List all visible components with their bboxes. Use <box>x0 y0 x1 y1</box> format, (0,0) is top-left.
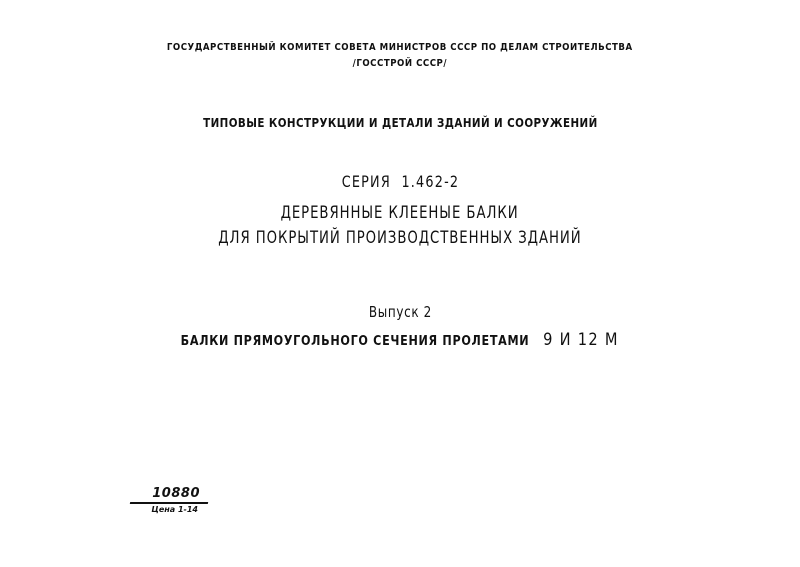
title-line-1-text: ДЕРЕВЯННЫЕ КЛЕЕНЫЕ БАЛКИ <box>281 203 519 223</box>
subtitle-spans: 9 И 12 М <box>543 330 620 350</box>
stamp-number: 10880 <box>152 486 200 501</box>
issue-heading <box>0 303 800 321</box>
subtitle-text: БАЛКИ ПРЯМОУГОЛЬНОГО СЕЧЕНИЯ ПРОЛЕТАМИ <box>180 334 530 349</box>
subtitle-wrap <box>181 330 619 350</box>
series-number: 1.462-2 <box>400 172 459 191</box>
category-text: ТИПОВЫЕ КОНСТРУКЦИИ И ДЕТАЛИ ЗДАНИЙ И СООРУЖЕНИЙ <box>202 116 598 130</box>
series-label: СЕРИЯ <box>341 172 391 191</box>
gosstroy-heading <box>0 58 800 69</box>
title-line-2-text: ДЛЯ ПОКРЫТИЙ ПРОИЗВОДСТВЕННЫХ ЗДАНИЙ <box>218 228 582 248</box>
committee-heading <box>0 42 800 53</box>
document-title-line-1 <box>0 203 800 223</box>
issue-subtitle <box>0 330 800 350</box>
issue-text: Выпуск 2 <box>368 303 432 321</box>
gosstroy-text: /ГОССТРОЙ СССР/ <box>352 58 448 69</box>
catalog-stamp <box>130 487 210 514</box>
stamp-divider <box>130 502 208 504</box>
stamp-price: Цена 1-14 <box>151 505 198 514</box>
series-wrap <box>341 172 459 191</box>
committee-text: ГОСУДАРСТВЕННЫЙ КОМИТЕТ СОВЕТА МИНИСТРОВ СССР ПО ДЕЛАМ СТРОИТЕЛЬСТВА <box>167 42 633 53</box>
category-heading <box>0 116 800 130</box>
series-heading <box>0 172 800 191</box>
document-title-line-2 <box>0 228 800 248</box>
